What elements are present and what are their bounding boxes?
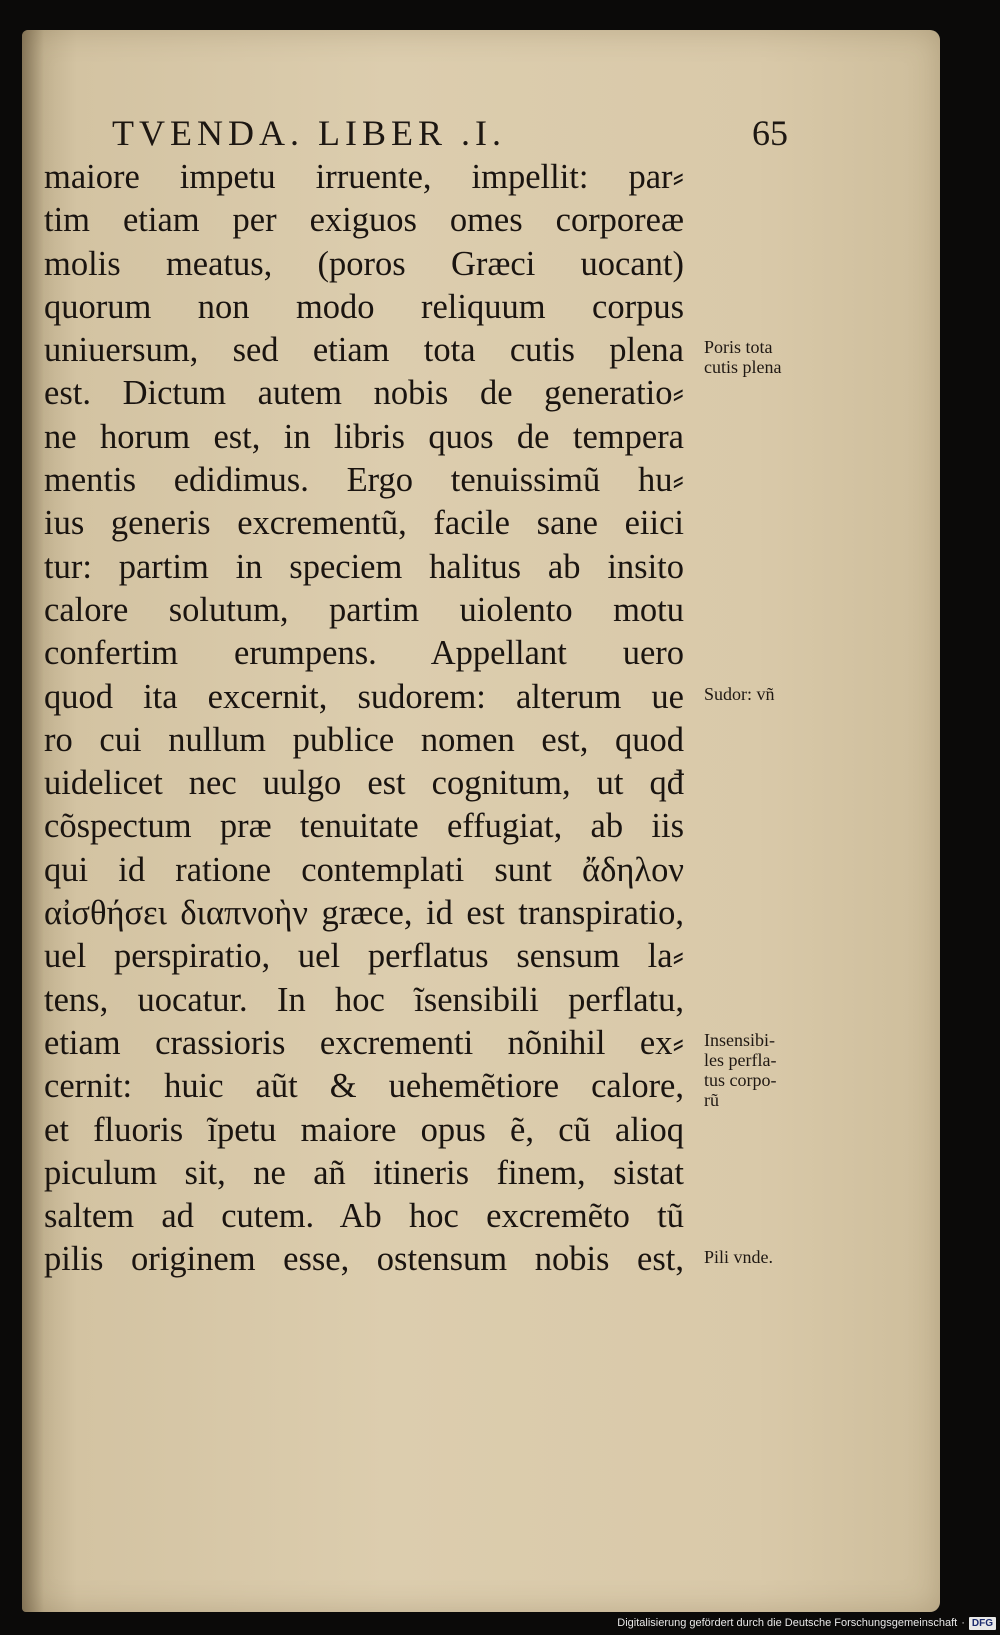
book-page [22,30,940,1612]
text-line: cernit: huic aũt & uehemẽtiore calore, [44,1067,684,1106]
text-line: qui id ratione contemplati sunt ἄδηλον [44,850,684,889]
text-line: confertim erumpens. Appellant uero [44,634,684,673]
marginal-note [704,684,775,704]
marginal-note-line: Insensibi- [704,1030,775,1050]
marginal-note [704,337,781,377]
text-line: et fluoris ĩpetu maiore opus ẽ, cũ alioq [44,1110,684,1149]
marginal-note-line: Poris tota [704,337,773,358]
text-line: quod ita excernit, sudorem: alterum ue [44,677,684,716]
text-line: saltem ad cutem. Ab hoc excremẽto tũ [44,1197,684,1236]
running-head-title: TVENDA. LIBER .I. [112,113,506,153]
text-line: uel perspiratio, uel perflatus sensum la⸗ [44,937,684,976]
text-line: tens, uocatur. In hoc ĩsensibili perflatu, [44,980,684,1019]
body-text [44,156,782,1282]
text-line: piculum sit, ne añ itineris finem, sistat [44,1153,684,1192]
marginal-note-line: Sudor: vñ [704,683,775,704]
text-line: pilis originem esse, ostensum nobis est, [44,1240,684,1279]
text-line: tur: partim in speciem halitus ab insito [44,547,684,586]
text-line: ro cui nullum publice nomen est, quod [44,720,684,759]
dfg-logo: DFG [969,1617,996,1630]
text-lines [44,156,684,1282]
marginal-note [704,1247,773,1267]
text-line: molis meatus, (poros Græci uocant) [44,244,684,283]
marginal-note-line: cutis plena [704,357,782,378]
text-line: mentis edidimus. Ergo tenuissimũ hu⸗ [44,461,684,500]
footer-credit: Digitalisierung gefördert durch die Deutsche Forschungsgemeinschaft · DFG [617,1614,996,1632]
marginal-note-line: Pili vnde. [704,1246,774,1267]
page-number: 65 [752,113,788,153]
text-line: αἰσθήσει διαπνοὴν græce, id est transpiratio, [44,894,684,933]
marginal-note-line: rũ [704,1090,719,1110]
text-line: maiore impetu irruente, impellit: par⸗ [44,158,684,196]
text-line: ne horum est, in libris quos de tempera [44,417,684,456]
text-line: uniuersum, sed etiam tota cutis plena [44,331,684,370]
text-line: cõspectum præ tenuitate effugiat, ab iis [44,807,684,846]
marginal-note [704,1030,776,1110]
text-line: quorum non modo reliquum corpus [44,287,684,326]
text-line: ius generis excrementũ, facile sane eiici [44,504,684,543]
text-line: calore solutum, partim uiolento motu [44,590,684,629]
marginal-note-line: tus corpo- [704,1070,777,1090]
text-line: est. Dictum autem nobis de generatio⸗ [44,374,684,413]
gutter-shadow [22,30,44,1612]
text-line: tim etiam per exiguos omes corporeæ [44,201,684,240]
text-line: uidelicet nec uulgo est cognitum, ut qđ [44,764,684,803]
text-line: etiam crassioris excrementi nõnihil ex⸗ [44,1023,684,1062]
footer-text: Digitalisierung gefördert durch die Deutsche Forschungsgemeinschaft [617,1617,958,1629]
marginal-note-line: les perfla- [704,1050,777,1070]
